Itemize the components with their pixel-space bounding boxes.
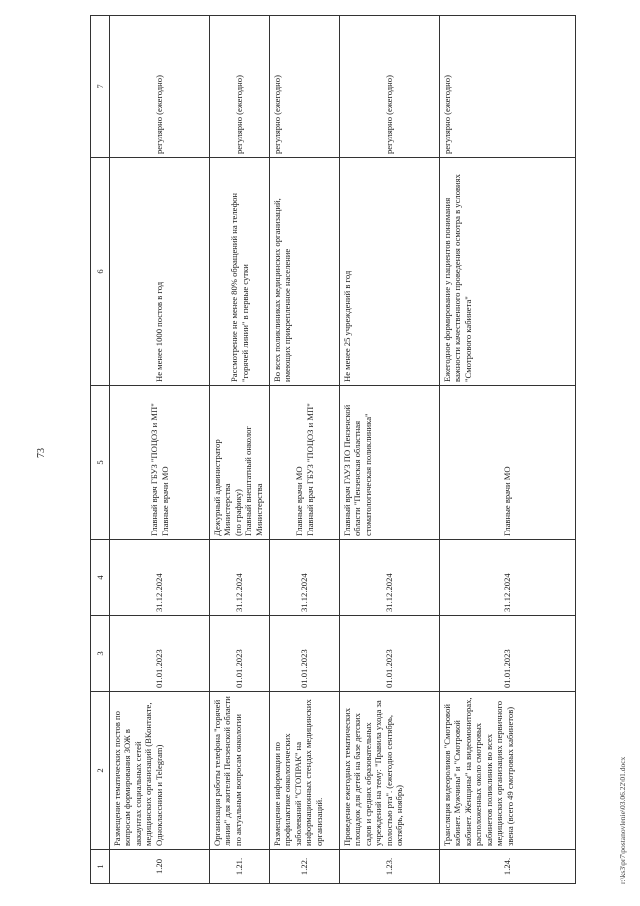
table-row [110, 16, 210, 884]
page-number: 73 [36, 448, 47, 458]
period-cell: регулярно (ежегодно) [340, 16, 440, 158]
responsible-text: Дежурный администратор Министерства (по графику) Главный внештатный онколог Министерства [212, 426, 264, 536]
responsible-text: Главные врачи МО [502, 466, 513, 536]
end-date-cell: 31.12.2024 [340, 540, 440, 616]
period-cell: регулярно (ежегодно) [210, 16, 270, 158]
table-row [270, 16, 340, 884]
period-cell: регулярно (ежегодно) [270, 16, 340, 158]
event-cell: Организация работы телефона "горячей линии" для жителей Пензенской области по актуальным вопросам онкологии [210, 692, 270, 850]
event-cell: Размещение тематических постов по вопросам формирования ЗОЖ в аккаунтах социальных сетей медицинских организаций (ВКонтакте, Одноклассники и Telegram) [110, 692, 210, 850]
responsible-cell [110, 386, 210, 540]
header-cell: 2 [91, 692, 110, 850]
responsible-text: Главные врачи МО Главный врач ГБУЗ "ПОЦОЗ и МП" [294, 403, 315, 536]
period-cell: регулярно (ежегодно) [110, 16, 210, 158]
result-cell: Не менее 1000 постов в год [110, 158, 210, 386]
end-date-cell: 31.12.2024 [440, 540, 576, 616]
header-cell: 4 [91, 540, 110, 616]
header-cell: 3 [91, 616, 110, 692]
row-number: 1.24. [440, 850, 576, 884]
event-cell: Проведение ежегодных тематических площадок для детей на базе детских садов и средних образовательных учреждений на тему: "Правила ухода за полостью рта". (ежегодно сентябрь, октябрь, ноябрь) [340, 692, 440, 850]
responsible-cell [270, 386, 340, 540]
responsible-cell [340, 386, 440, 540]
row-number: 1.20 [110, 850, 210, 884]
responsible-text: Главный врач ГБУЗ "ПОЦОЗ и МП" Главные врачи МО [149, 403, 170, 536]
end-date-cell: 31.12.2024 [270, 540, 340, 616]
plan-table [90, 15, 576, 884]
header-cell: 6 [91, 158, 110, 386]
start-date-cell: 01.01.2023 [110, 616, 210, 692]
period-cell: регулярно (ежегодно) [440, 16, 576, 158]
responsible-cell [210, 386, 270, 540]
row-number: 1.23. [340, 850, 440, 884]
header-cell: 5 [91, 386, 110, 540]
file-path-footer: r:\ks3\pr7\postanovlenie\03.06.22\01.docx [618, 756, 627, 884]
table-row [340, 16, 440, 884]
start-date-cell: 01.01.2023 [270, 616, 340, 692]
row-number: 1.22. [270, 850, 340, 884]
end-date-cell: 31.12.2024 [110, 540, 210, 616]
table-row [440, 16, 576, 884]
responsible-cell [440, 386, 576, 540]
table-header-row [91, 16, 110, 884]
start-date-cell: 01.01.2023 [440, 616, 576, 692]
end-date-cell: 31.12.2024 [210, 540, 270, 616]
event-cell: Размещение информации по профилактике онкологических заболеваний "СТОПРАК" на информационных стендах медицинских организаций. [270, 692, 340, 850]
responsible-text: Главный врач ГАУЗ ПО Пензенской области "Пензенская областная стоматологическая поликлиника" [342, 404, 373, 536]
result-cell: Не менее 25 учреждений в год [340, 158, 440, 386]
result-cell: Рассмотрение не менее 80% обращений на телефон "горячей линии" в первые сутки [210, 158, 270, 386]
start-date-cell: 01.01.2023 [210, 616, 270, 692]
start-date-cell: 01.01.2023 [340, 616, 440, 692]
table-row [210, 16, 270, 884]
row-number: 1.21. [210, 850, 270, 884]
header-cell: 7 [91, 16, 110, 158]
result-cell: Во всех поликлиниках медицинских организаций, имеющих прикрепленное население [270, 158, 340, 386]
event-cell: Трансляция видеороликов "Смотровой кабинет. Мужчины" и "Смотровой кабинет. Женщины" на видеомониторах, расположенных около смотровых кабинетов поликлиник во всех медицинских организациях первичного звена (всего 49 смотровых кабинетов) [440, 692, 576, 850]
result-cell: Ежегодное формирование у пациентов понимания важности качественного проведения осмотра в условиях "Смотрового кабинета" [440, 158, 576, 386]
header-cell: 1 [91, 850, 110, 884]
